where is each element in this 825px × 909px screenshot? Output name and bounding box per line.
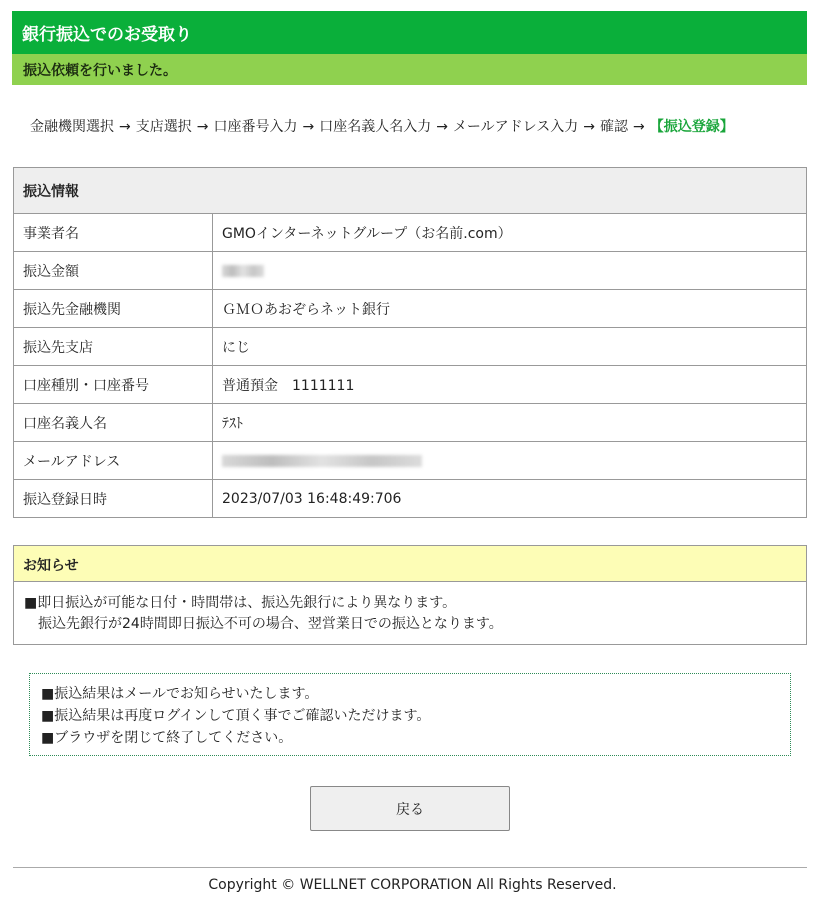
row-value-branch: にじ	[213, 328, 807, 366]
notice-heading: お知らせ	[14, 546, 806, 582]
table-row	[14, 328, 807, 366]
row-label-account-type: 口座種別・口座番号	[14, 366, 213, 404]
table-row	[14, 404, 807, 442]
row-label-amount: 振込金額	[14, 252, 213, 290]
row-label-email: メールアドレス	[14, 442, 213, 480]
notice-body	[14, 582, 806, 644]
row-value-business: GMOインターネットグループ（お名前.com）	[213, 214, 807, 252]
step-branch: 支店選択	[135, 119, 192, 135]
row-value-datetime: 2023/07/03 16:48:49:706	[213, 480, 807, 518]
table-row	[14, 442, 807, 480]
step-bank: 金融機関選択	[30, 119, 114, 135]
page-title: 銀行振込でのお受取り	[12, 11, 807, 54]
notice-line: ■即日振込が可能な日付・時間帯は、振込先銀行により異なります。	[24, 595, 457, 611]
status-banner: 振込依頼を行いました。	[12, 54, 807, 85]
notice-box	[13, 545, 807, 645]
arrow-icon: →	[436, 119, 448, 135]
back-button[interactable]: 戻る	[310, 786, 510, 831]
arrow-icon: →	[583, 119, 595, 135]
row-value-holder: ﾃｽﾄ	[213, 404, 807, 442]
step-account-number: 口座番号入力	[213, 119, 298, 135]
table-row	[14, 214, 807, 252]
step-register-current: 【振込登録】	[649, 119, 734, 135]
table-row	[14, 252, 807, 290]
result-info-box	[29, 673, 791, 756]
table-row	[14, 480, 807, 518]
table-row	[14, 290, 807, 328]
transfer-info-table	[13, 167, 807, 518]
step-confirm: 確認	[599, 119, 628, 135]
arrow-icon: →	[196, 119, 209, 135]
result-line: ■振込結果はメールでお知らせいたします。	[41, 686, 319, 702]
notice-line: 振込先銀行が24時間即日振込不可の場合、翌営業日での振込となります。	[38, 616, 503, 632]
footer-divider	[13, 867, 807, 868]
row-value-email	[213, 442, 807, 480]
row-value-amount	[213, 252, 807, 290]
progress-steps	[30, 116, 734, 136]
redacted-email	[222, 455, 422, 467]
table-row	[14, 366, 807, 404]
step-email: メールアドレス入力	[452, 119, 579, 135]
row-label-branch: 振込先支店	[14, 328, 213, 366]
arrow-icon: →	[119, 119, 131, 135]
result-line: ■ブラウザを閉じて終了してください。	[41, 730, 293, 746]
row-value-account-type: 普通預金 1111111	[213, 366, 807, 404]
row-label-bank: 振込先金融機関	[14, 290, 213, 328]
step-account-holder: 口座名義人名入力	[319, 119, 432, 135]
copyright: Copyright © WELLNET CORPORATION All Rights Reserved.	[208, 877, 617, 893]
row-value-bank: ＧＭＯあおぞらネット銀行	[213, 290, 807, 328]
arrow-icon: →	[302, 119, 315, 135]
row-label-business: 事業者名	[14, 214, 213, 252]
row-label-datetime: 振込登録日時	[14, 480, 213, 518]
transfer-info-heading: 振込情報	[14, 168, 807, 214]
arrow-icon: →	[632, 119, 645, 135]
redacted-amount	[222, 265, 264, 277]
row-label-holder: 口座名義人名	[14, 404, 213, 442]
result-line: ■振込結果は再度ログインして頂く事でご確認いただけます。	[41, 708, 431, 724]
